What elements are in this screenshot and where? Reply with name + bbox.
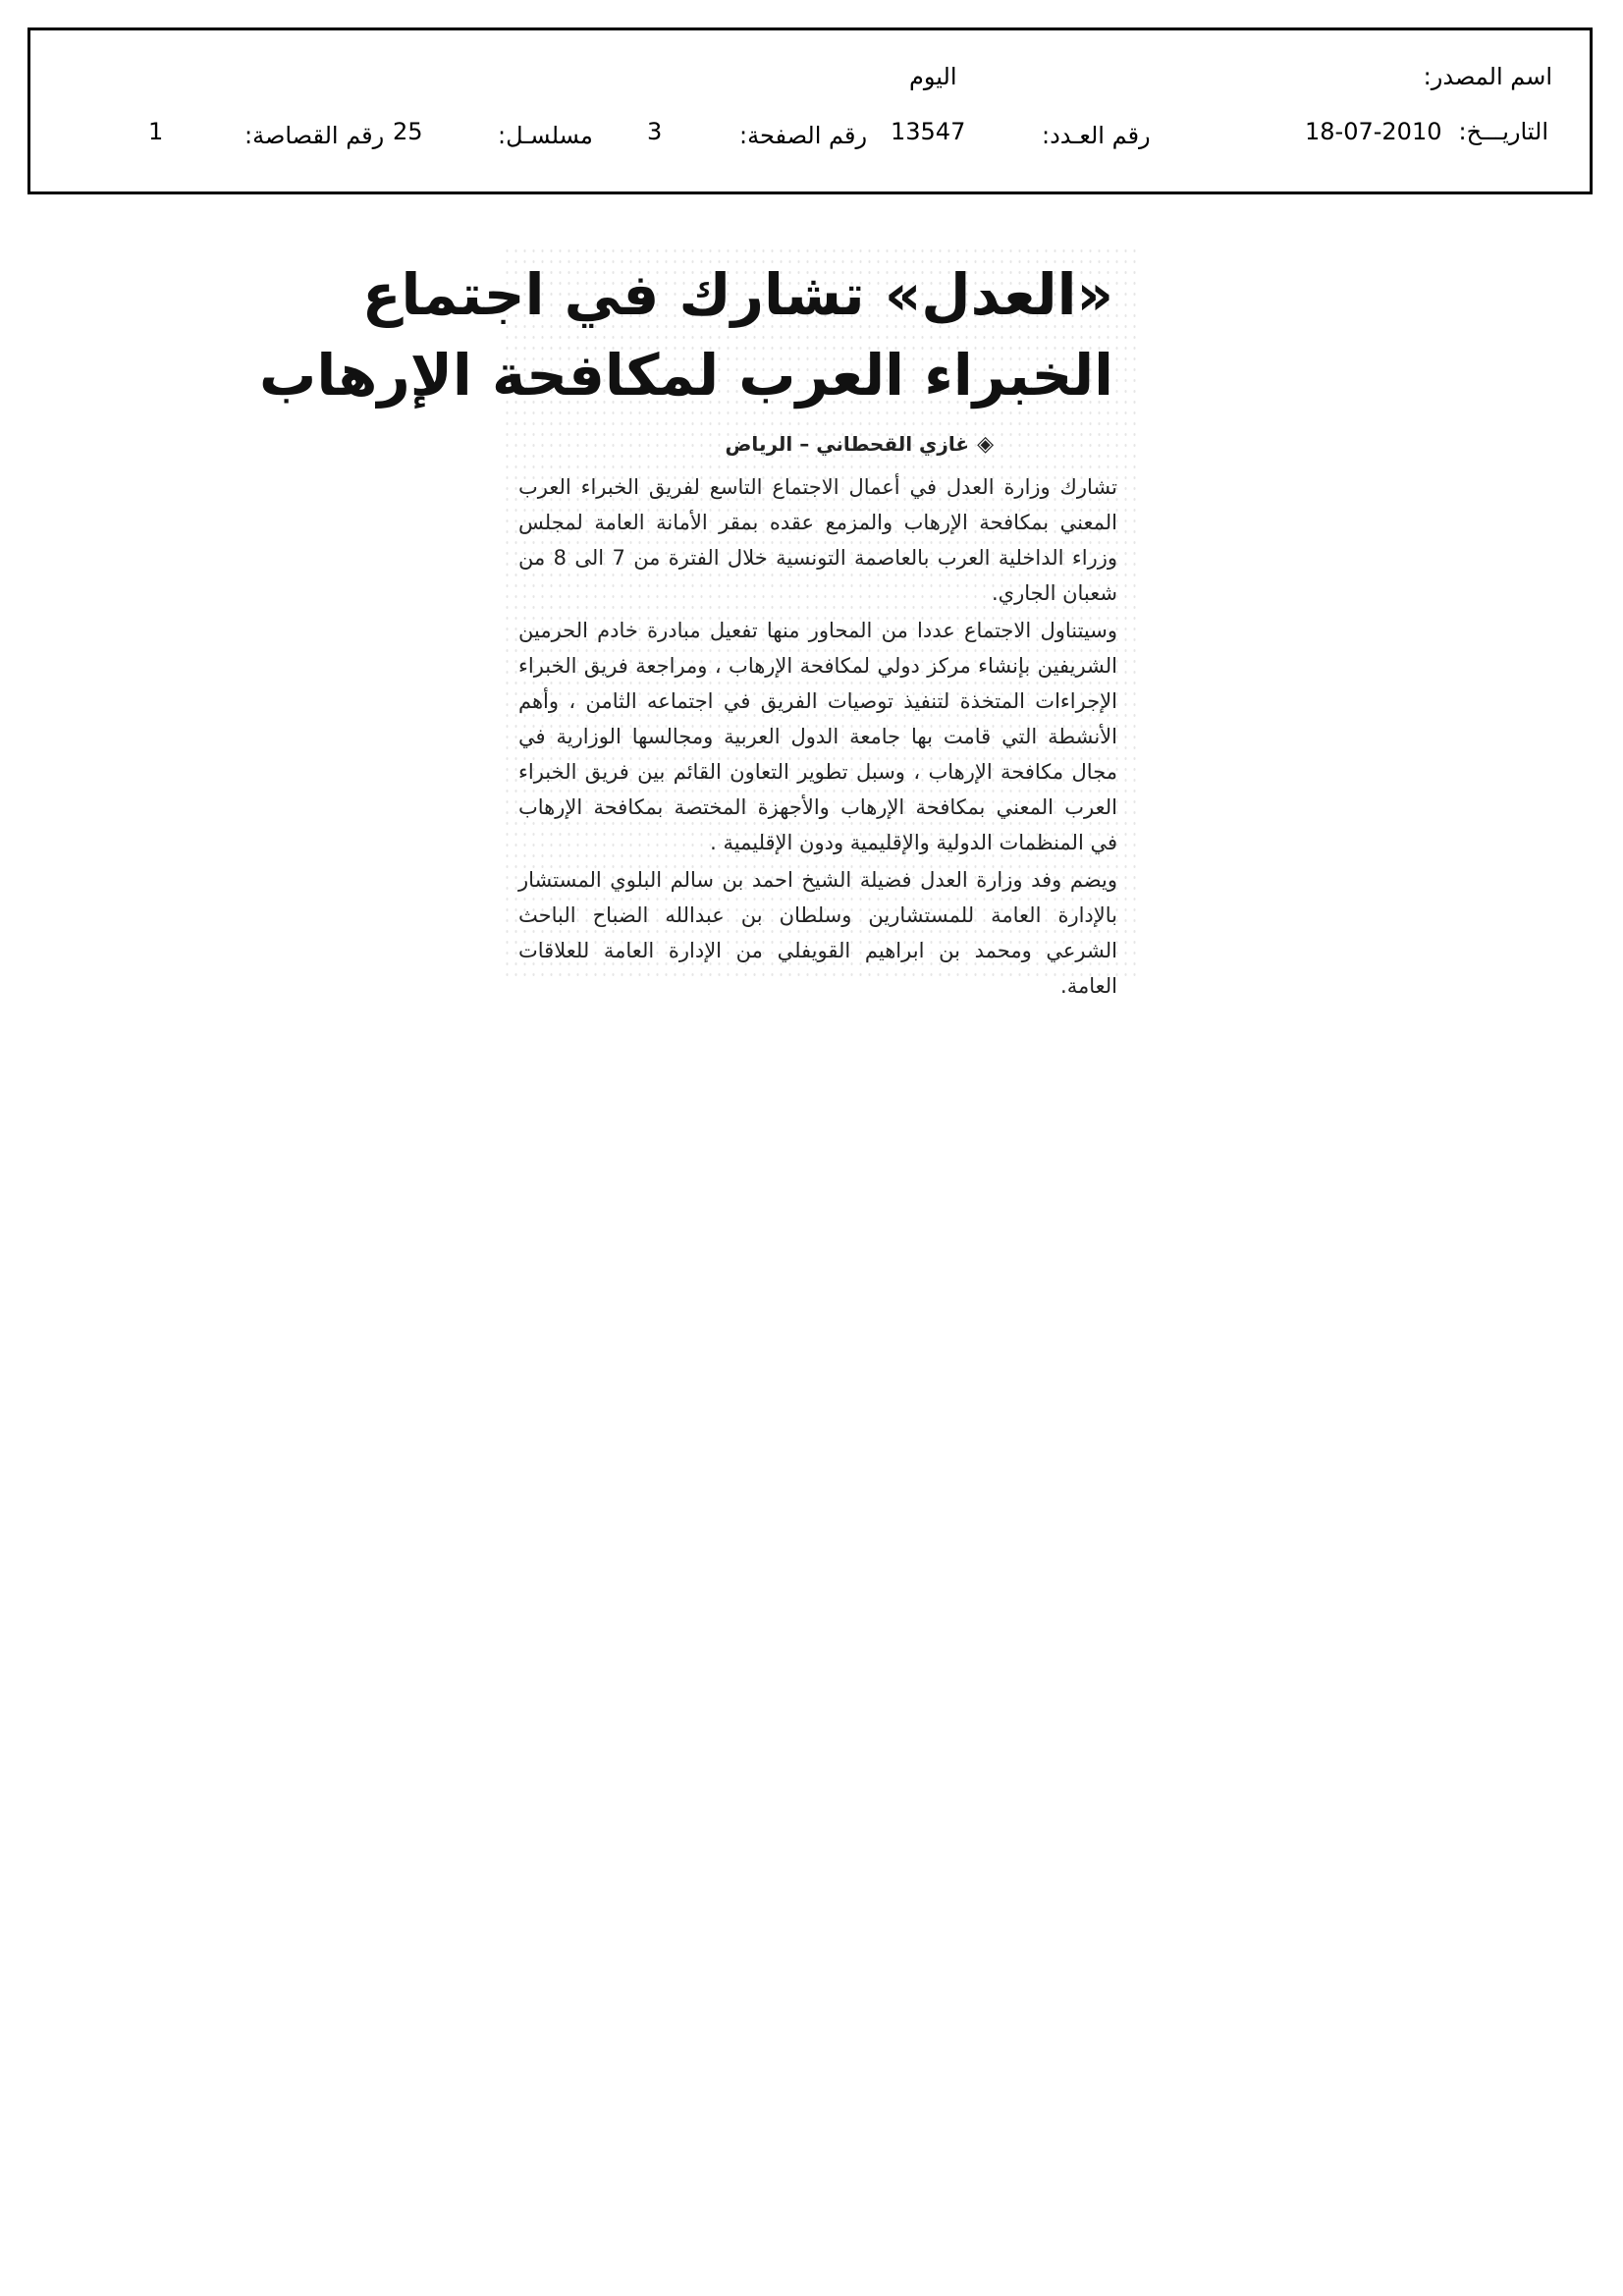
source-label: اسم المصدر: (1423, 63, 1552, 90)
issue-label: رقم العـدد: (1042, 122, 1151, 149)
source-value: اليوم (909, 63, 957, 90)
serial-value: 25 (393, 118, 423, 145)
issue-value: 13547 (891, 118, 966, 145)
paragraph-1: تشارك وزارة العدل في أعمال الاجتماع التاسع لفريق الخبراء العرب المعني بمكافحة الإرهاب والمزمع عقده بمقر الأمانة العامة لمجلس وزراء الداخلية العرب بالعاصمة التونسية خلال الفترة من 7 الى 8 من شعبان الجاري. (518, 475, 1117, 605)
date-value: 18-07-2010 (1305, 118, 1442, 145)
paragraph-2: وسيتناول الاجتماع عددا من المحاور منها تفعيل مبادرة خادم الحرمين الشريفين بإنشاء مركز دولي لمكافحة الإرهاب ، ومراجعة فريق الخبراء الإجراءات المتخذة لتنفيذ توصيات الفريق في اجتماعه الثامن ، وأهم الأنشطة التي قامت بها جامعة الدول العربية ومجالسها الوزارية في مجال مكافحة الإرهاب ، وسبل تطوير التعاون القائم بين فريق الخبراء العرب المعني بمكافحة الإرهاب والأجهزة المختصة بمكافحة الإرهاب في المنظمات الدولية والإقليمية ودون الإقليمية . (518, 619, 1117, 854)
paragraph-3: ويضم وفد وزارة العدل فضيلة الشيخ احمد بن سالم البلوي المستشار بالإدارة العامة للمستشارين وسلطان بن عبدالله الضباح الباحث الشرعي ومحمد بن ابراهيم القويفلي من الإدارة العامة للعلاقات العامة. (518, 868, 1117, 998)
headline-line-2: الخبراء العرب لمكافحة الإرهاب (259, 342, 1113, 409)
page-value: 3 (647, 118, 663, 145)
clipping-header-box (27, 27, 1593, 194)
page-label: رقم الصفحة: (739, 122, 868, 149)
byline (726, 432, 994, 457)
serial-label: مسلسـل: (498, 122, 593, 149)
newspaper-clipping (259, 246, 1141, 998)
diamond-bullet-icon: ◈ (977, 432, 994, 457)
date-label: التاريـــخ: (1458, 118, 1548, 145)
headline-line-1: «العدل» تشارك في اجتماع (361, 261, 1113, 328)
clip-number-label: رقم القصاصة: (244, 122, 385, 149)
byline-text: غازي القحطاني – الرياض (725, 432, 970, 456)
clip-number-value: 1 (148, 118, 164, 145)
